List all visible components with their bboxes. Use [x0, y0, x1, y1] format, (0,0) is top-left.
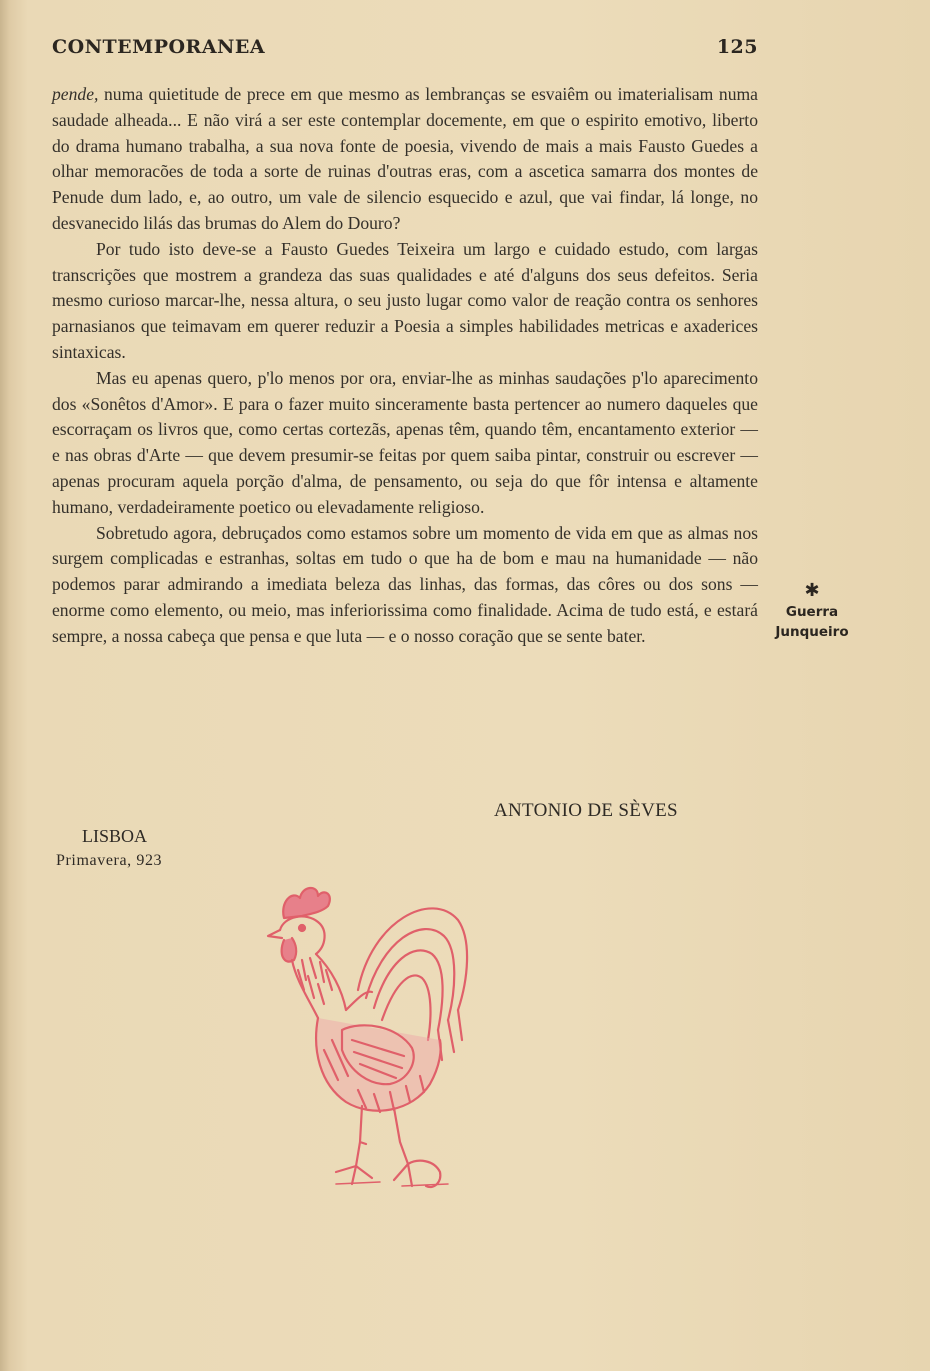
margin-note — [772, 580, 852, 642]
paragraph-text: numa quietitude de prece em que mesmo as lembranças se esvaiêm ou imaterialisam numa saudade alheada... E não virá a ser este contemplar docemente, em que o espirito emotivo, liberto do drama humano trabalha, a sua nova fonte de poesia, vivendo de mais a mais Fausto Guedes a olhar memoracões de toda a sorte de ruinas d'outras eras, com a ascetica samarra dos montes de Penude dum lado, e, ao outro, um vale de silencio esquecido e azul, que vai findar, lá longe, no desvanecido lilás das brumas do Alem do Douro? — [52, 84, 758, 233]
margin-note-line: Guerra — [785, 604, 839, 620]
journal-title: CONTEMPORANEA — [52, 36, 266, 58]
asterisk-icon: ✱ — [804, 580, 820, 601]
date-line: Primavera, 923 — [56, 852, 163, 869]
page-number: 125 — [716, 36, 758, 58]
margin-note-line: Junqueiro — [775, 624, 849, 640]
paragraph: Mas eu apenas quero, p'lo menos por ora, enviar-lhe as minhas saudações p'lo aparecimento dos «Sonêtos d'Amor». E para o fazer muito sinceramente basta pertencer ao numero daqueles que escorraçam os livros que, como certas cortezãs, apenas têm, quando têm, encantamento exterior — e nas obras d'Arte — que devem presumir-se feitas por quem saiba pintar, construir ou escrever — apenas procuram aquela porção d'alma, de pensamento, ou seja do que fôr intensa e altamente humano, verdadeiramente poetico ou elevadamente religioso. — [52, 367, 758, 517]
author-signature: ANTONIO DE SÈVES — [494, 800, 678, 821]
place-line: LISBOA — [82, 826, 148, 846]
paragraph: Por tudo isto deve-se a Fausto Guedes Teixeira um largo e cuidado estudo, com largas transcrições que mostrem a grandeza das suas qualidades e até d'alguns dos seus defeitos. Seria mesmo curioso marcar-lhe, nessa altura, o seu justo lugar como valor de reação contra os senhores parnasianos que teimavam em querer reduzir a Poesia a simples habilidades metricas e axaderices sintaxicas. — [52, 238, 758, 362]
rooster-illustration — [262, 880, 478, 1200]
running-header — [52, 36, 758, 66]
paragraph: Sobretudo agora, debruçados como estamos sobre um momento de vida em que as almas nos surgem complicadas e estranhas, soltas em tudo o que ha de bom e mau na humanidade — não podemos parar admirando a imediata beleza das linhas, das formas, das côres ou dos sons — enorme como elemento, ou meio, mas inferiorissima como finalidade. Acima de tudo está, e estará sempre, a nossa cabeça que pensa e que luta — e o nosso coração que se sente bater. — [52, 522, 758, 646]
paragraph — [52, 82, 758, 237]
italic-lead-word: pende, — [52, 84, 99, 104]
article-body — [52, 82, 758, 650]
